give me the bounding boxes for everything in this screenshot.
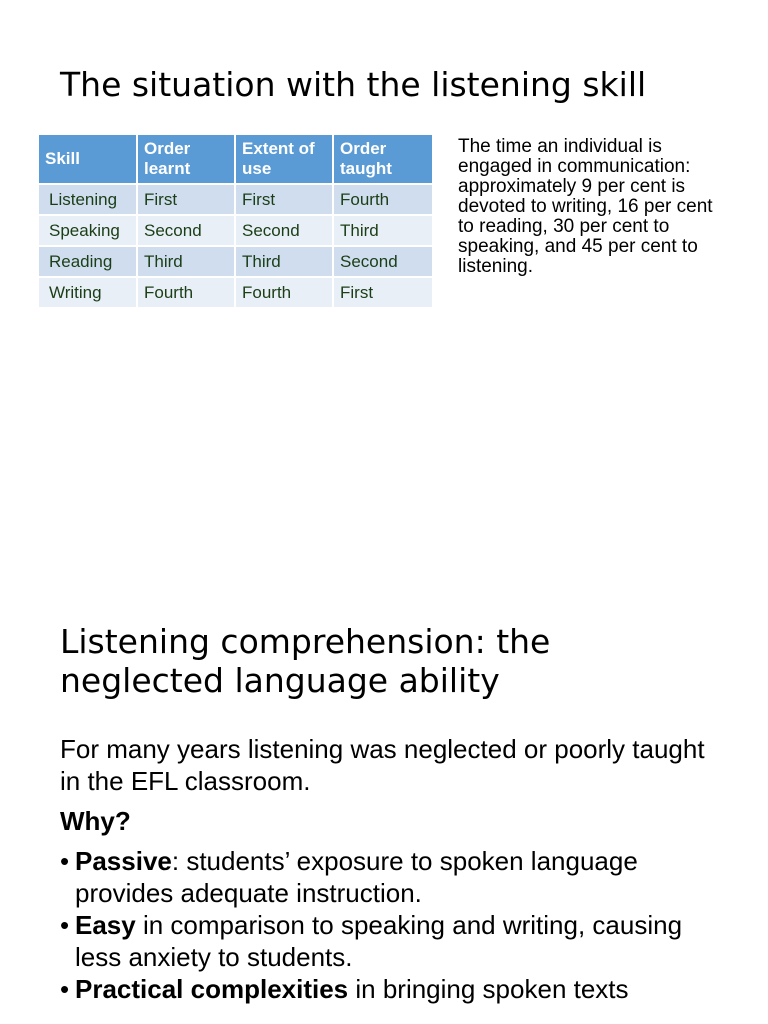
table-cell: Reading [39,246,137,277]
table-cell: Fourth [235,277,333,308]
table-row [39,246,432,277]
bullet-dot-icon: • [60,910,70,940]
intro-paragraph: For many years listening was neglected or poorly taught in the EFL classroom. [60,734,705,796]
table-cell: Speaking [39,215,137,246]
table-cell: Second [235,215,333,246]
header-order-taught: Order taught [333,135,432,184]
table-cell: Third [235,246,333,277]
table-header-row [39,135,432,184]
bullet-bold-term: Practical complexities [75,974,349,1004]
communication-note: The time an individual is engaged in communication: approximately 9 per cent is devoted to writing, 16 per cent to reading, 30 per cent to speaking, and 45 per cent to listening. [458,136,713,277]
skills-table [39,135,432,309]
bullet-easy [60,909,720,973]
bullet-text: : students’ exposure to spoken language provides adequate instruction. [75,846,638,908]
header-order-learnt: Order learnt [137,135,235,184]
why-heading: Why? [60,806,131,836]
slide-title-listening-comprehension: Listening comprehension: the neglected language ability [60,622,551,700]
table-cell: Listening [39,184,137,215]
table-cell: First [137,184,235,215]
table-cell: Third [333,215,432,246]
bullet-passive [60,845,720,909]
table-row [39,277,432,308]
bullet-dot-icon: • [60,974,70,1004]
table-cell: Fourth [333,184,432,215]
table-cell: First [333,277,432,308]
bullet-bold-term: Passive [75,846,172,876]
table-cell: Second [137,215,235,246]
table-cell: Writing [39,277,137,308]
bullet-dot-icon: • [60,846,70,876]
bullet-text: in bringing spoken texts [348,974,629,1004]
slide-body [60,733,720,1005]
slide-title: The situation with the listening skill [60,65,647,104]
header-extent-of-use: Extent of use [235,135,333,184]
bullet-text: in comparison to speaking and writing, causing less anxiety to students. [75,910,683,972]
table-cell: Second [333,246,432,277]
header-skill: Skill [39,135,137,184]
table-row [39,215,432,246]
table-cell: Third [137,246,235,277]
table-cell: First [235,184,333,215]
bullet-practical-complexities [60,973,720,1005]
bullet-bold-term: Easy [75,910,136,940]
table-row [39,184,432,215]
table-cell: Fourth [137,277,235,308]
